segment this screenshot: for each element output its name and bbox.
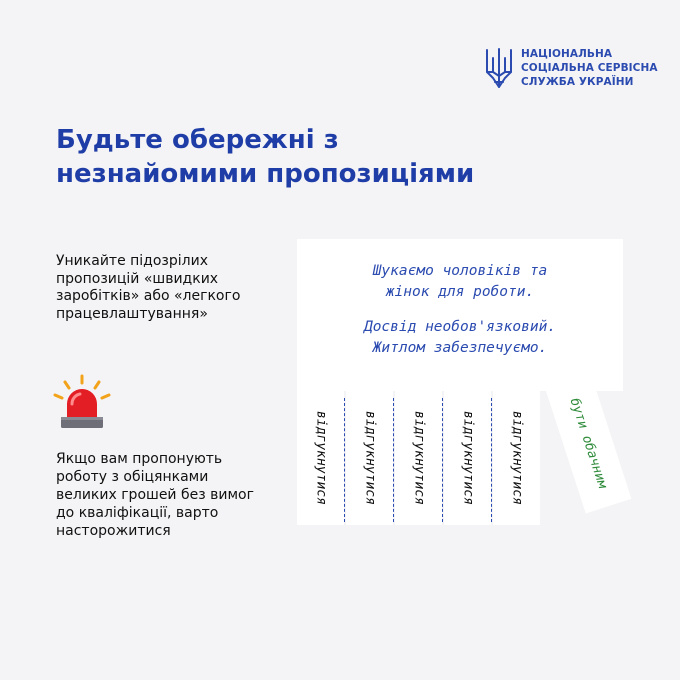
tear-off-tab[interactable]: [444, 391, 491, 525]
logo-line-1: НАЦІОНАЛЬНА: [521, 48, 613, 60]
cut-line: [344, 398, 345, 522]
tab-label: відгукнутися: [509, 411, 524, 505]
siren-icon: [52, 374, 112, 434]
cut-line: [491, 398, 492, 522]
logo-text: [521, 47, 658, 89]
tear-off-tab[interactable]: [346, 391, 393, 525]
note-line-2: жінок для роботи.: [385, 284, 535, 300]
note-line-4: Житлом забезпечуємо.: [372, 340, 548, 356]
note-line-1: Шукаємо чоловіків та: [372, 263, 548, 279]
tear-off-tab[interactable]: [395, 391, 442, 525]
tab-label: відгукнутися: [362, 411, 377, 505]
title-line-1: Будьте обережні з: [56, 125, 339, 155]
warning-text: Якщо вам пропонують роботу з обіцянками великих грошей без вимог до кваліфікації, варто насторожитися: [56, 451, 254, 539]
note-line-3: Досвід необов'язковий.: [363, 319, 557, 335]
cut-line: [442, 398, 443, 522]
tear-off-tab[interactable]: [493, 391, 540, 525]
job-ad-note: [297, 239, 623, 391]
tab-label: відгукнутися: [313, 411, 328, 505]
logo-line-3: СЛУЖБА УКРАЇНИ: [521, 76, 634, 88]
cut-line: [393, 398, 394, 522]
logo-line-2: СОЦІАЛЬНА СЕРВІСНА: [521, 62, 658, 74]
torn-tab[interactable]: [545, 373, 631, 513]
intro-text: Уникайте підозрілих пропозицій «швидких заробітків» або «легкого працевлаштування»: [56, 253, 241, 322]
tear-off-tab[interactable]: [297, 391, 344, 525]
page-title: [56, 123, 576, 191]
tab-label: відгукнутися: [460, 411, 475, 505]
trident-icon: [484, 46, 514, 90]
title-line-2: незнайомими пропозиціями: [56, 159, 475, 189]
torn-tab-label: бути обачним: [566, 396, 610, 491]
tab-label: відгукнутися: [411, 411, 426, 505]
ssu-logo: [484, 46, 658, 90]
